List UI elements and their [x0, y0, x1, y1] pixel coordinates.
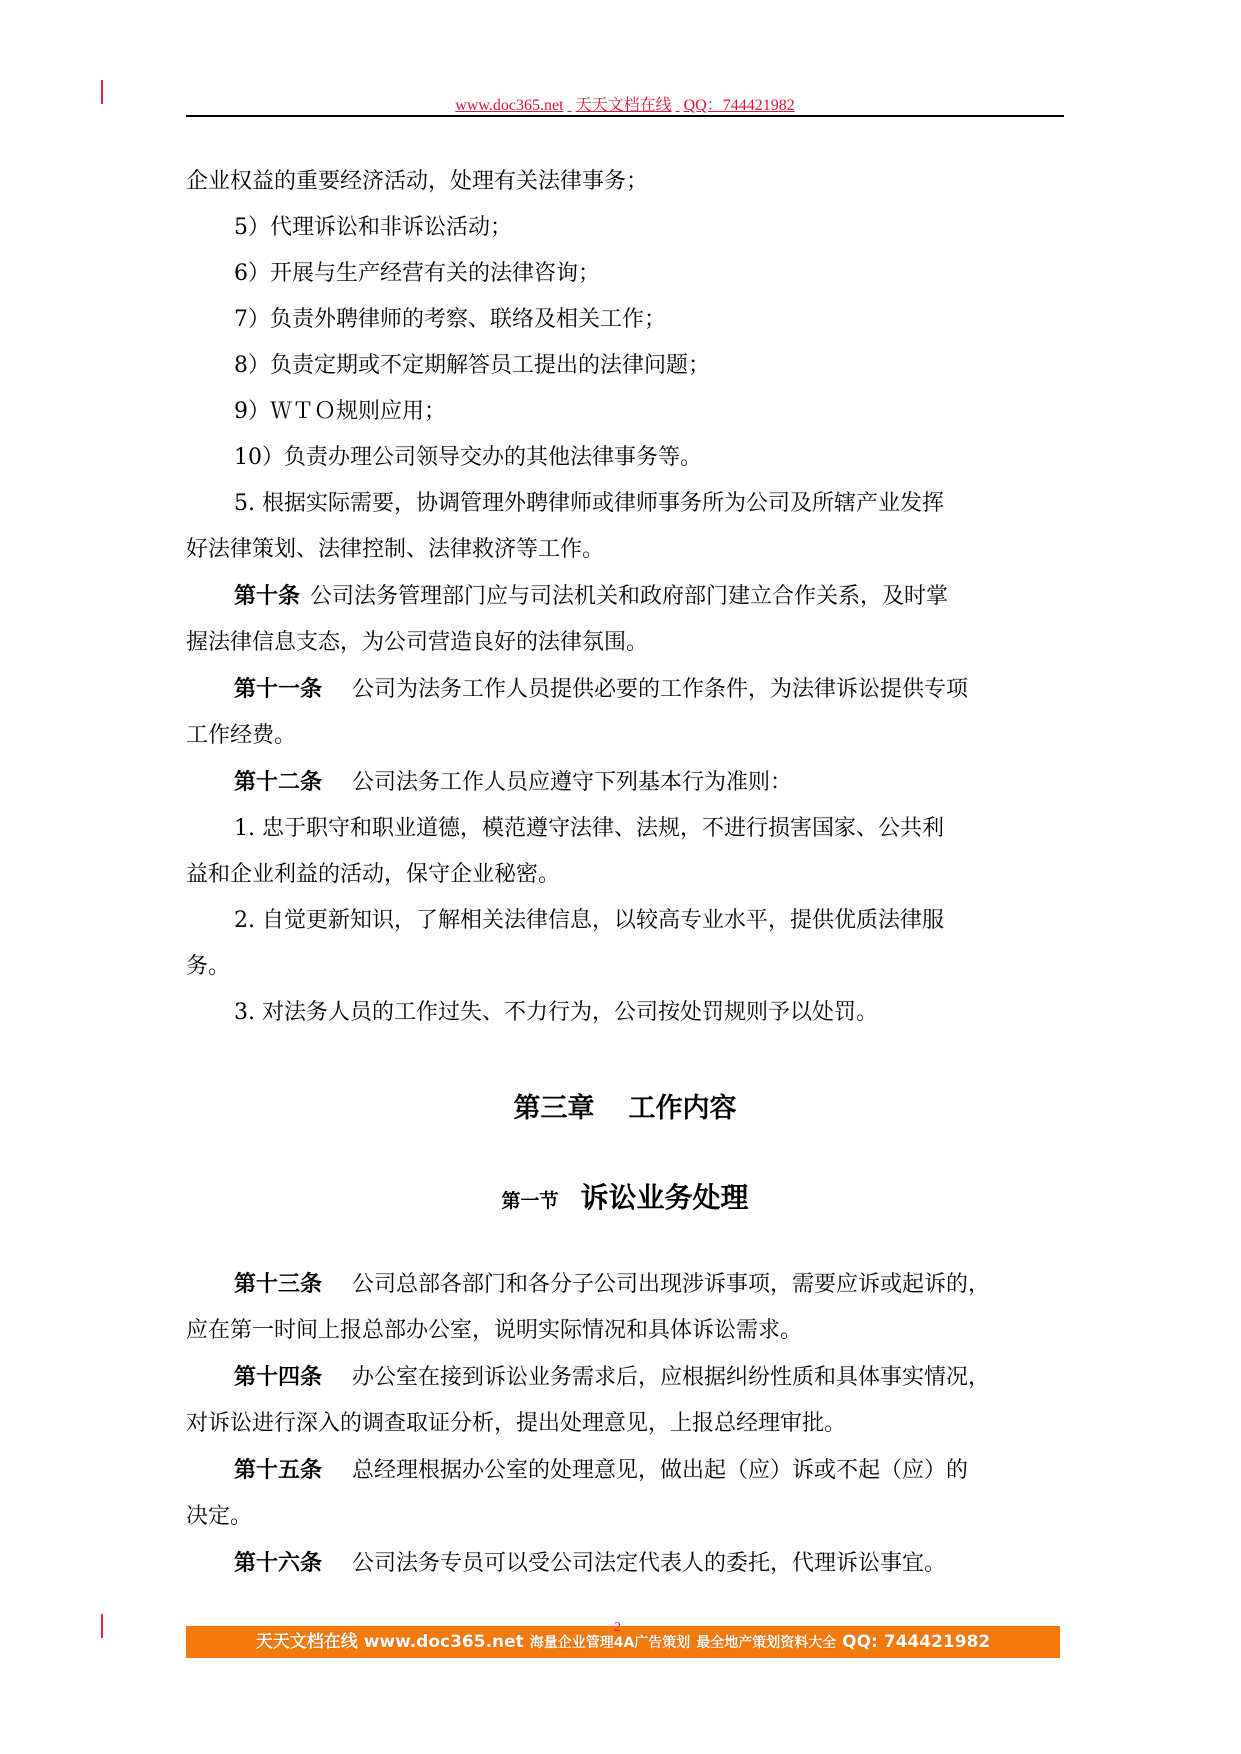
paragraph-text: 2. 自觉更新知识，了解相关法律信息，以较高专业水平，提供优质法律服	[234, 908, 944, 933]
article-paragraph	[186, 1261, 1064, 1308]
paragraph-text: 1. 忠于职守和职业道德，模范遵守法律、法规，不进行损害国家、公共利	[234, 816, 944, 841]
article-paragraph	[186, 1354, 1064, 1401]
paragraph-line	[186, 620, 1064, 666]
article-paragraph	[186, 666, 1064, 713]
paragraph-line	[186, 1308, 1064, 1354]
article-number: 第十四条	[234, 1364, 323, 1390]
page-number: 2	[614, 1620, 621, 1635]
paragraph-text: 应在第一时间上报总部办公室，说明实际情况和具体诉讼需求。	[186, 1318, 803, 1343]
header-rule	[186, 115, 1064, 117]
paragraph-line	[186, 159, 1064, 205]
paragraph-text: 9）ＷＴＯ规则应用；	[234, 399, 446, 424]
paragraph-text: 公司法务工作人员应遵守下列基本行为准则：	[352, 770, 793, 795]
paragraph-line	[186, 1401, 1064, 1447]
paragraph-text: 总经理根据办公室的处理意见，做出起（应）诉或不起（应）的	[352, 1458, 969, 1483]
paragraph-text: 务。	[186, 954, 231, 979]
paragraph-line	[186, 205, 1064, 251]
paragraph-line	[186, 944, 1064, 990]
footer-qq: QQ: 744421982	[842, 1632, 991, 1652]
paragraph-text: 对诉讼进行深入的调查取证分析，提出处理意见，上报总经理审批。	[186, 1411, 847, 1436]
footer-slogan-1: 海量企业管理4A广告策划	[529, 1635, 691, 1651]
chapter-number: 第三章	[513, 1093, 595, 1124]
article-paragraph	[186, 1447, 1064, 1494]
paragraph-text: 10）负责办理公司领导交办的其他法律事务等。	[234, 445, 702, 470]
article-paragraph	[186, 759, 1064, 806]
paragraph-text: 5. 根据实际需要，协调管理外聘律师或律师事务所为公司及所辖产业发挥	[234, 491, 944, 516]
paragraph-line	[186, 990, 1064, 1036]
paragraph-text: 公司总部各部门和各分子公司出现涉诉事项，需要应诉或起诉的，	[352, 1272, 991, 1297]
footer-banner	[186, 1626, 1060, 1658]
article-number: 第十五条	[234, 1457, 323, 1483]
paragraph-text: 公司法务专员可以受公司法定代表人的委托，代理诉讼事宜。	[352, 1551, 947, 1576]
paragraph-line	[186, 343, 1064, 389]
document-body	[186, 159, 1064, 1587]
header-url[interactable]: www.doc365.net	[455, 97, 564, 114]
footer-text	[186, 1626, 1060, 1658]
paragraph-text: 6）开展与生产经营有关的法律咨询；	[234, 261, 600, 286]
paragraph-text: 益和企业利益的活动，保守企业秘密。	[186, 862, 561, 887]
article-paragraph	[186, 1540, 1064, 1587]
chapter-heading	[186, 1086, 1064, 1132]
chapter-title: 工作内容	[628, 1093, 737, 1124]
paragraph-line	[186, 1494, 1064, 1540]
header-site: 天天文档在线	[575, 97, 672, 114]
article-number: 第十六条	[234, 1550, 323, 1576]
article-number: 第十三条	[234, 1271, 323, 1297]
paragraph-group-2	[186, 1261, 1064, 1587]
paragraph-text: 决定。	[186, 1504, 253, 1529]
paragraph-text: 3. 对法务人员的工作过失、不力行为，公司按处罚规则予以处罚。	[234, 1000, 878, 1025]
paragraph-text: 8）负责定期或不定期解答员工提出的法律问题；	[234, 353, 710, 378]
page-header	[186, 92, 1064, 114]
paragraph-line	[186, 898, 1064, 944]
paragraph-group-1	[186, 159, 1064, 1036]
paragraph-line	[186, 481, 1064, 527]
paragraph-text: 7）负责外聘律师的考察、联络及相关工作；	[234, 307, 666, 332]
article-paragraph	[186, 573, 1064, 620]
paragraph-line	[186, 806, 1064, 852]
paragraph-text: 公司法务管理部门应与司法机关和政府部门建立合作关系，及时掌	[310, 584, 949, 609]
paragraph-text: 办公室在接到诉讼业务需求后，应根据纠纷性质和具体事实情况，	[352, 1365, 991, 1390]
paragraph-text: 公司为法务工作人员提供必要的工作条件，为法律诉讼提供专项	[352, 677, 969, 702]
footer-site: 天天文档在线	[255, 1632, 358, 1652]
paragraph-line	[186, 297, 1064, 343]
paragraph-text: 工作经费。	[186, 723, 297, 748]
paragraph-text: 企业权益的重要经济活动，处理有关法律事务；	[186, 169, 649, 194]
section-number: 第一节	[501, 1190, 559, 1212]
section-heading	[186, 1175, 1064, 1221]
paragraph-text: 握法律信息支态，为公司营造良好的法律氛围。	[186, 630, 649, 655]
paragraph-line	[186, 852, 1064, 898]
margin-mark-bottom	[101, 1614, 103, 1638]
paragraph-line	[186, 435, 1064, 481]
paragraph-text: 5）代理诉讼和非诉讼活动；	[234, 215, 512, 240]
article-number: 第十二条	[234, 769, 323, 795]
paragraph-line	[186, 527, 1064, 573]
article-number: 第十条	[234, 583, 301, 609]
paragraph-line	[186, 389, 1064, 435]
article-number: 第十一条	[234, 676, 323, 702]
footer-slogan-2: 最全地产策划资料大全	[696, 1635, 837, 1651]
margin-mark-top	[101, 80, 103, 104]
footer-url[interactable]: www.doc365.net	[363, 1632, 524, 1652]
paragraph-text: 好法律策划、法律控制、法律救济等工作。	[186, 537, 605, 562]
paragraph-line	[186, 251, 1064, 297]
header-qq: QQ：744421982	[683, 97, 795, 114]
paragraph-line	[186, 713, 1064, 759]
section-title: 诉讼业务处理	[580, 1181, 749, 1214]
